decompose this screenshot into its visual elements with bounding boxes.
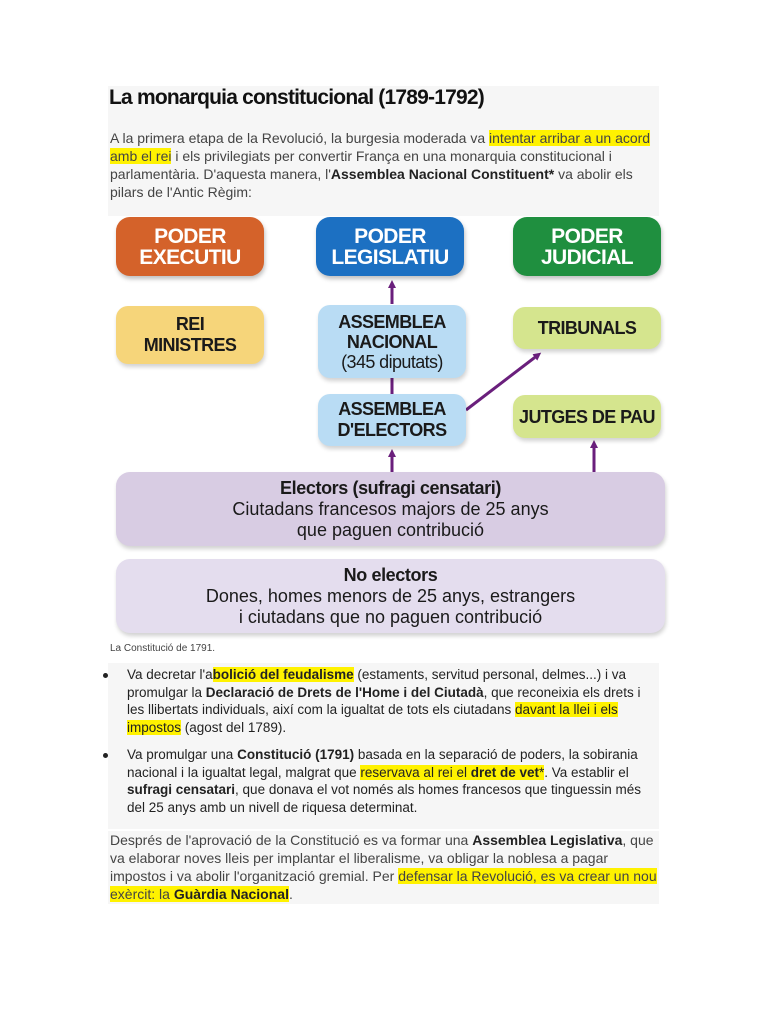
poder-judicial-line1: PODER <box>551 224 623 248</box>
closing-text-2: , que va elaborar noves lleis per implantar el liberalisme, va obligar la noblesa a pagar impostos i va abolir l'organització gremial. Per <box>110 832 654 884</box>
no-electors-line1: Dones, homes menors de 25 anys, estrangers <box>205 585 576 606</box>
bullet2-bold-2: sufragi censatari <box>127 782 236 797</box>
bullet2-text-1: Va promulgar una <box>127 747 238 762</box>
list-item <box>108 746 659 816</box>
list-item <box>108 666 659 736</box>
bullet-dot-icon <box>103 673 108 678</box>
no-electors-line2: i ciutadans que no paguen contribució <box>238 606 543 627</box>
tribunals-label: TRIBUNALS <box>537 318 637 338</box>
closing-text-1: Després de l'aprovació de la Constitució es va formar una <box>110 832 473 848</box>
assemblea-electors-line1: ASSEMBLEA <box>338 399 446 419</box>
intro-text-1: A la primera etapa de la Revolució, la burgesia moderada va <box>110 130 489 146</box>
bullet2-highlight-text: reservava al rei el <box>360 764 471 780</box>
closing-bold: Assemblea Legislativa <box>472 832 623 848</box>
bullet1-highlight-1: bolició del feudalisme <box>212 667 354 682</box>
assemblea-nacional-line2: NACIONAL <box>346 331 438 352</box>
poder-executiu-box <box>116 217 264 276</box>
poder-legislatiu-line2: LEGISLATIU <box>331 245 449 269</box>
bullet2-text-4: , que donava el vot només als homes francesos que tinguessin més del 25 anys amb un nivell de riquesa determinat. <box>127 782 642 815</box>
bullet-dot-icon <box>103 753 108 758</box>
rei-line2: MINISTRES <box>143 335 237 355</box>
bullet1-text-2: (estaments, servitud personal, delmes...) i va promulgar la <box>127 667 627 700</box>
bullet2-highlight-star: * <box>538 764 545 780</box>
page-title: La monarquia constitucional (1789-1792) <box>109 86 484 109</box>
bullet2-bold-1: Constitució (1791) <box>237 747 355 762</box>
bullet1-text-4: (agost del 1789). <box>181 719 287 735</box>
bullet-list <box>108 663 659 829</box>
tribunals-box <box>513 307 661 349</box>
intro-text-3: va abolir els pilars de l'Antic Règim: <box>110 166 633 200</box>
intro-highlight: intentar arribar a un acord amb el rei <box>110 130 651 164</box>
closing-highlight-text: defensar la Revolució, es va crear un nou exèrcit: la <box>110 868 657 902</box>
electors-heading: Electors (sufragi censatari) <box>280 477 501 498</box>
powers-diagram <box>108 208 668 638</box>
poder-executiu-line1: PODER <box>154 224 226 248</box>
rei-ministres-box <box>116 306 264 364</box>
no-electors-heading: No electors <box>343 564 438 585</box>
assemblea-nacional-diputats: (345 diputats) <box>341 351 443 372</box>
poder-legislatiu-box <box>316 217 464 276</box>
poder-judicial-line2: JUDICIAL <box>540 245 634 269</box>
intro-paragraph <box>110 129 658 201</box>
bullet1-bold: Declaració de Drets de l'Home i del Ciutadà <box>205 684 484 700</box>
poder-executiu-line2: EXECUTIU <box>139 245 241 269</box>
intro-bold: Assemblea Nacional Constituent* <box>330 166 555 182</box>
closing-highlight-bold: Guàrdia Nacional <box>173 886 289 902</box>
no-electors-box <box>116 559 665 633</box>
poder-legislatiu-line1: PODER <box>354 224 426 248</box>
bullet1-text-1: Va decretar l'a <box>127 667 213 682</box>
intro-text-2: i els privilegiats per convertir França en una monarquia constitucional i parlamentària. D'aquesta manera, l' <box>110 148 612 182</box>
bullet1-highlight-2: davant la llei i els impostos <box>127 702 618 735</box>
assemblea-electors-box <box>318 394 466 446</box>
electors-box <box>116 472 665 546</box>
assemblea-electors-line2: D'ELECTORS <box>337 420 447 440</box>
bullet1-text-3: , que reconeixia els drets i les llibertats individuals, així com la igualtat de tots els ciutadans <box>127 684 641 717</box>
assemblea-nacional-line1: ASSEMBLEA <box>338 311 446 332</box>
rei-line1: REI <box>175 314 205 334</box>
figure-caption: La Constitució de 1791. <box>110 643 216 654</box>
electors-line2: que paguen contribució <box>296 519 485 540</box>
closing-text-3: . <box>288 886 293 902</box>
closing-paragraph <box>108 831 659 904</box>
bullet2-text-3: . Va establir el <box>544 764 629 780</box>
poder-judicial-box <box>513 217 661 276</box>
electors-line1: Ciutadans francesos majors de 25 anys <box>232 498 549 519</box>
jutges-label: JUTGES DE PAU <box>519 406 655 427</box>
bullet2-highlight <box>360 765 544 780</box>
bullet2-highlight-bold: dret de vet <box>470 764 539 780</box>
bullet2-text-2: basada en la separació de poders, la sobirania nacional i la igualtat legal, malgrat que <box>127 747 638 780</box>
assemblea-nacional-box <box>318 305 466 378</box>
jutges-de-pau-box <box>513 395 661 438</box>
